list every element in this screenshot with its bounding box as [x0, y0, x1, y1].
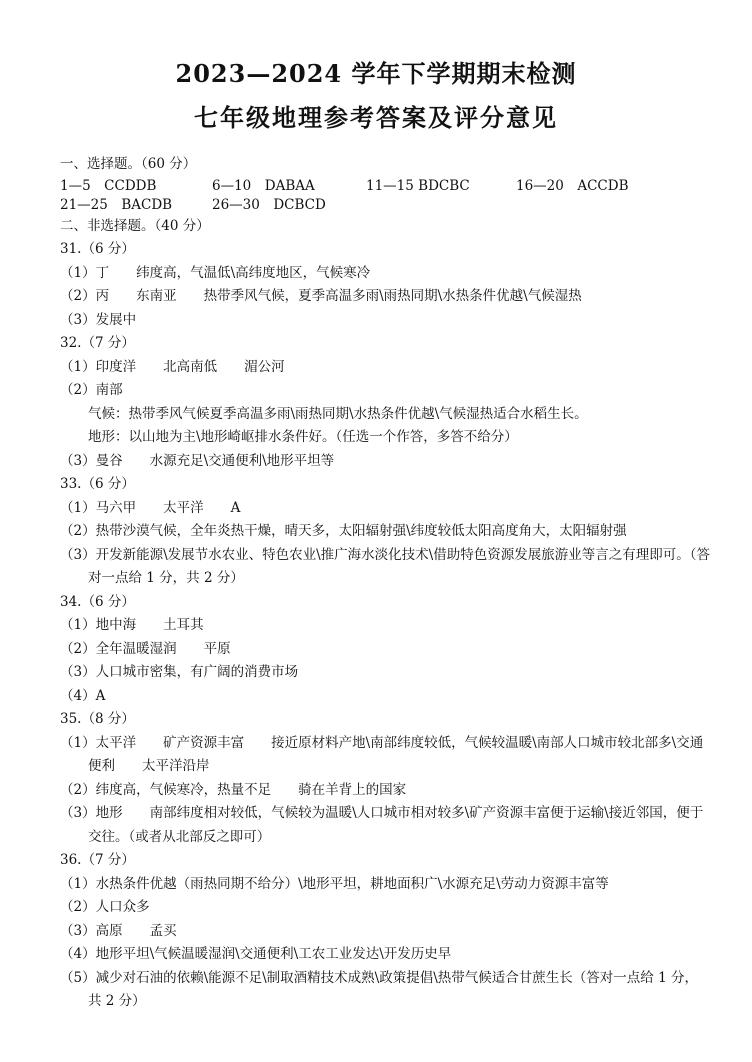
q34-heading: 34.（6 分） [60, 593, 135, 610]
mc-answer-group: 16—20 ACCDB [516, 177, 629, 194]
mc-answer-group: 1—5 CCDDB [60, 177, 157, 194]
answer-content [60, 153, 710, 1014]
mc-answers-row-1 [60, 177, 710, 196]
mc-answer-group: 21—25 BACDB [60, 196, 173, 213]
mc-answer-group: 11—15 BDCBC [366, 177, 470, 194]
q31-answer-1: （1）丁 纬度高，气温低\高纬度地区，气候寒冷 [60, 264, 371, 281]
q32-answer-2: （2）南部 [60, 382, 123, 398]
q36-answer-2: （2）人口众多 [60, 899, 150, 915]
q33-heading: 33.（6 分） [60, 476, 135, 492]
q34-answer-1: （1）地中海 土耳其 [60, 617, 204, 633]
q35-answer-3: （3）地形 南部纬度相对较低，气候较为温暖\人口城市相对较多\矿产资源丰富便于运输\接近邻国，便于交往。（或者从北部反之即可） [60, 805, 704, 845]
q31-answer-3: （3）发展中 [60, 311, 137, 328]
q36-answer-5: （5）减少对石油的依赖\能源不足\制取酒精技术成熟\政策提倡\热带气候适合甘蔗生长（答对一点给 1 分，共 2 分） [60, 969, 698, 1009]
q36-answer-4: （4）地形平坦\气候温暖湿润\交通便利\工农工业发达\开发历史早 [60, 946, 452, 962]
q34-answer-2: （2）全年温暖湿润 平原 [60, 640, 231, 657]
mc-answer-group: 26—30 DCBCD [212, 196, 326, 213]
q33-answer-1: （1）马六甲 太平洋 A [60, 499, 241, 516]
section-2-heading: 二、非选择题。（40 分） [60, 217, 210, 234]
section-1-heading: 一、选择题。（60 分） [60, 156, 197, 172]
q33-answer-3: （3）开发新能源\发展节水农业、特色农业\推广海水淡化技术\借助特色资源发展旅游业等言之有理即可。（答对一点给 1 分，共 2 分） [60, 546, 710, 586]
mc-answer-group: 6—10 DABAA [212, 177, 315, 194]
q32-answer-3: （3）曼谷 水源充足\交通便利\地形平坦等 [60, 452, 335, 469]
q32-heading: 32.（7 分） [60, 335, 135, 351]
q32-answer-2-climate: 气候：热带季风气候夏季高温多雨\雨热同期\水热条件优越\气候湿热适合水稻生长。 [88, 405, 588, 422]
mc-answers-row-2 [60, 196, 710, 215]
q35-answer-1: （1）太平洋 矿产资源丰富 接近原材料产地\南部纬度较低，气候较温暖\南部人口城市较北部多\交通便利 太平洋沿岸 [60, 734, 704, 774]
q32-answer-2-terrain: 地形：以山地为主\地形崎岖排水条件好。（任选一个作答，多答不给分） [88, 429, 518, 445]
q34-answer-3: （3）人口城市密集，有广阔的消费市场 [60, 664, 299, 680]
q32-answer-1: （1）印度洋 北高南低 湄公河 [60, 358, 285, 375]
q35-heading: 35.（8 分） [60, 711, 135, 727]
q31-heading: 31.（6 分） [60, 241, 135, 257]
q33-answer-2: （2）热带沙漠气候，全年炎热干燥，晴天多，太阳辐射强\纬度较低太阳高度角大，太阳辐射强 [60, 523, 627, 539]
q36-answer-3: （3）高原 孟买 [60, 922, 177, 939]
q31-answer-2: （2）丙 东南亚 热带季风气候，夏季高温多雨\雨热同期\水热条件优越\气候湿热 [60, 288, 582, 304]
q35-answer-2: （2）纬度高，气候寒冷，热量不足 骑在羊背上的国家 [60, 781, 407, 798]
page-title: 2023—2024 学年下学期期末检测 [175, 59, 577, 88]
q36-answer-1: （1）水热条件优越（雨热同期不给分）\地形平坦，耕地面积广\水源充足\劳动力资源丰富等 [60, 875, 609, 892]
q36-heading: 36.（7 分） [60, 852, 135, 868]
q34-answer-4: （4）A [60, 687, 106, 704]
page-subtitle: 七年级地理参考答案及评分意见 [194, 103, 558, 132]
